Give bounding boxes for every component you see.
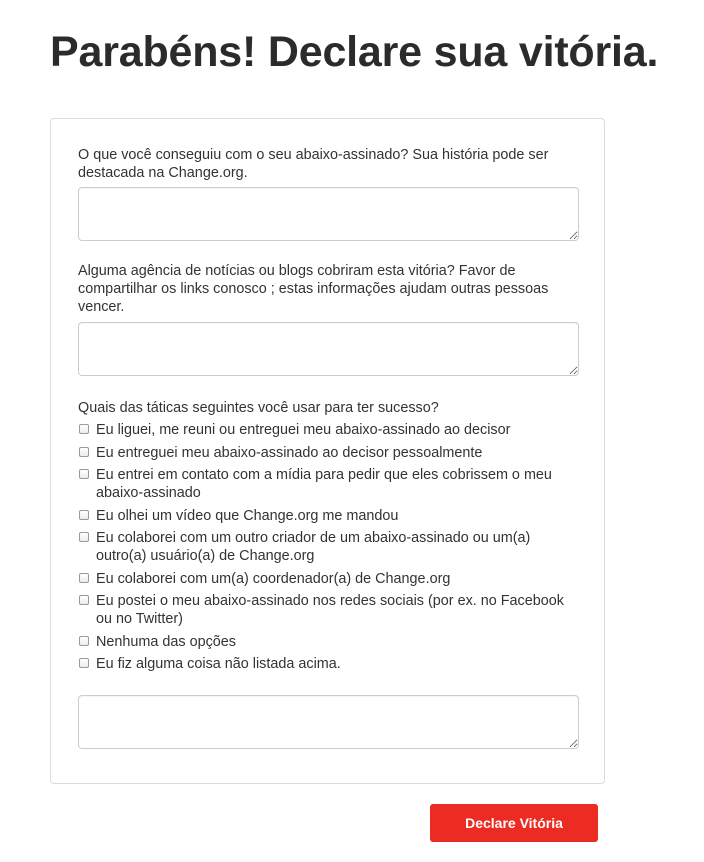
tactic-option [78, 570, 568, 588]
tactic-option [78, 444, 568, 462]
tactic-checkbox[interactable] [79, 636, 89, 646]
tactic-checkbox[interactable] [79, 573, 89, 583]
tactic-label[interactable]: Eu liguei, me reuni ou entreguei meu abaixo-assinado ao decisor [96, 422, 511, 438]
question-media-coverage: Alguma agência de notícias ou blogs cobriram esta vitória? Favor de compartilhar os links conosco ; estas informações ajudam outras pessoas vencer. [78, 263, 549, 315]
victory-form [50, 118, 605, 784]
tactic-checkbox[interactable] [79, 532, 89, 542]
tactic-option [78, 592, 568, 628]
question-tactics: Quais das táticas seguintes você usar para ter sucesso? [78, 400, 439, 416]
tactics-list [78, 421, 568, 678]
declare-victory-button[interactable]: Declare Vitória [430, 804, 598, 842]
tactic-label[interactable]: Nenhuma das opções [96, 633, 236, 650]
tactic-label[interactable]: Eu olhei um vídeo que Change.org me mandou [96, 507, 399, 524]
tactic-checkbox[interactable] [79, 469, 89, 479]
other-tactic-textarea[interactable] [78, 695, 579, 749]
tactic-label[interactable]: Eu entrei em contato com a mídia para pedir que eles cobrissem o meu abaixo-assinado [96, 467, 552, 501]
tactic-label[interactable]: Eu fiz alguma coisa não listada acima. [96, 656, 341, 672]
media-links-textarea[interactable] [78, 322, 579, 376]
tactic-label[interactable]: Eu colaborei com um outro criador de um abaixo-assinado ou um(a) outro(a) usuário(a) de Change.org [96, 530, 531, 564]
page-title: Parabéns! Declare sua vitória. [50, 28, 659, 76]
tactic-checkbox[interactable] [79, 447, 89, 457]
tactic-checkbox[interactable] [79, 595, 89, 605]
tactic-option [78, 466, 568, 502]
tactic-option [78, 421, 568, 439]
tactic-option [78, 529, 568, 565]
question-achievement: O que você conseguiu com o seu abaixo-assinado? Sua história pode ser destacada na Change.org. [78, 147, 549, 181]
tactic-label[interactable]: Eu postei o meu abaixo-assinado nos redes sociais (por ex. no Facebook ou no Twitter) [96, 593, 564, 627]
tactic-option [78, 633, 568, 651]
tactic-option [78, 507, 568, 525]
tactic-checkbox[interactable] [79, 424, 89, 434]
tactic-checkbox[interactable] [79, 658, 89, 668]
tactic-label[interactable]: Eu colaborei com um(a) coordenador(a) de Change.org [96, 570, 451, 587]
achievement-textarea[interactable] [78, 187, 579, 241]
tactic-option [78, 655, 568, 673]
tactic-checkbox[interactable] [79, 510, 89, 520]
tactic-label[interactable]: Eu entreguei meu abaixo-assinado ao decisor pessoalmente [96, 444, 483, 461]
